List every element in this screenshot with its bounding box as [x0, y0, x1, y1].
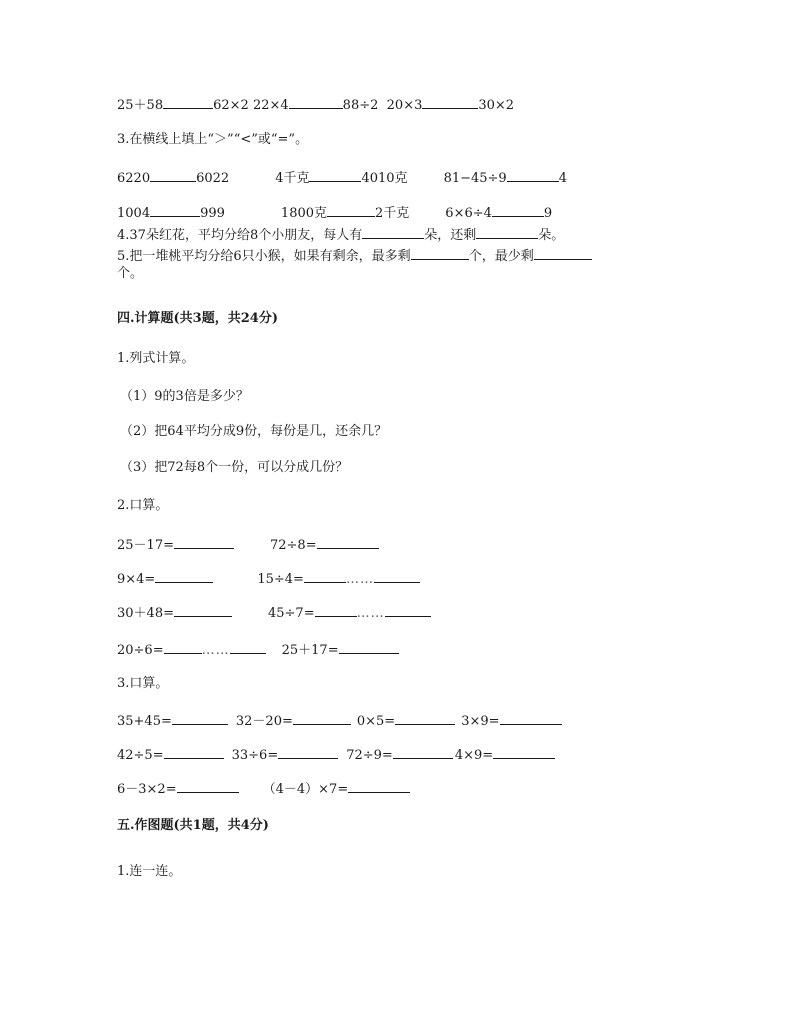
answer-blank[interactable]: [315, 603, 357, 617]
mental-row-4: [117, 640, 399, 659]
top-row: [117, 95, 514, 114]
expr: 25＋17=: [281, 643, 339, 658]
answer-blank[interactable]: [317, 535, 379, 549]
answer-blank[interactable]: [150, 203, 200, 217]
expr: 20×3: [386, 98, 423, 113]
answer-blank[interactable]: [476, 225, 538, 239]
expr: 4千克: [275, 171, 310, 186]
answer-blank[interactable]: [304, 569, 346, 583]
answer-blank[interactable]: [174, 535, 234, 549]
expr: 42÷5=: [117, 748, 164, 763]
expr: 4×9=: [454, 748, 494, 763]
expr: 32－20=: [235, 714, 293, 729]
expr: 6022: [196, 171, 230, 186]
expr: 45÷7=: [267, 606, 315, 621]
expr: 30×2: [478, 98, 515, 113]
answer-blank[interactable]: [150, 168, 196, 182]
remainder-blank[interactable]: [374, 569, 420, 583]
sec4-q1-item-3: （3）把72每8个一份，可以分成几份？: [120, 460, 349, 475]
answer-blank[interactable]: [339, 640, 399, 654]
question-text: 个，最少剩: [468, 249, 534, 264]
answer-blank[interactable]: [393, 745, 453, 759]
expr: 25－17=: [117, 538, 174, 553]
question-text: 朵，还剩: [424, 228, 477, 243]
expr: 1800克: [280, 206, 328, 221]
oral-row-2: [117, 745, 555, 764]
expr: 62×2: [213, 98, 249, 113]
answer-blank[interactable]: [422, 95, 478, 109]
question-5-cont: 个。: [117, 266, 144, 281]
expr: 25＋58: [117, 98, 164, 113]
remainder-dots: ……: [201, 643, 230, 658]
sec4-q1-item-1: （1）9的3倍是多少？: [120, 389, 249, 404]
expr: 35+45=: [117, 714, 172, 729]
answer-blank[interactable]: [309, 168, 361, 182]
expr: 6×6÷4: [445, 206, 492, 221]
answer-blank[interactable]: [164, 745, 224, 759]
answer-blank[interactable]: [177, 779, 239, 793]
section-5-heading: 五.作图题(共1题，共4分): [117, 818, 269, 833]
question-3-title: 3.在横线上填上“＞”“<”或“=”。: [117, 132, 309, 147]
expr: 9: [543, 206, 553, 221]
expr: 15÷4=: [257, 572, 304, 587]
expr: 1004: [117, 206, 151, 221]
answer-blank[interactable]: [493, 745, 555, 759]
expr: 3×9=: [461, 714, 500, 729]
question-5: [117, 246, 592, 265]
sec4-q3-title: 3.口算。: [117, 676, 169, 691]
sec4-q1-item-2: （2）把64平均分成9份，每份是几，还余几？: [120, 424, 388, 439]
sec4-q2-title: 2.口算。: [117, 498, 169, 513]
remainder-blank[interactable]: [385, 603, 431, 617]
compare-row-2: [117, 203, 552, 222]
expr: 4: [558, 171, 567, 186]
answer-blank[interactable]: [500, 711, 562, 725]
expr: 33÷6=: [231, 748, 279, 763]
answer-blank[interactable]: [492, 203, 544, 217]
question-4: [117, 225, 564, 244]
answer-blank[interactable]: [293, 711, 351, 725]
section-4-heading: 四.计算题(共3题，共24分): [117, 311, 278, 326]
expr: 72÷8=: [269, 538, 317, 553]
expr: 6220: [117, 171, 151, 186]
expr: 6－3×2=: [117, 782, 177, 797]
remainder-blank[interactable]: [230, 640, 266, 654]
expr: 72÷9=: [346, 748, 393, 763]
expr: 20÷6=: [117, 643, 164, 658]
remainder-dots: ……: [356, 606, 385, 621]
answer-blank[interactable]: [348, 779, 410, 793]
expr: 81−45÷9: [443, 171, 507, 186]
answer-blank[interactable]: [164, 640, 202, 654]
question-text: 5.把一堆桃平均分给6只小猴，如果有剩余，最多剩: [117, 249, 411, 264]
answer-blank[interactable]: [534, 246, 592, 260]
answer-blank[interactable]: [163, 95, 213, 109]
answer-blank[interactable]: [362, 225, 424, 239]
answer-blank[interactable]: [411, 246, 469, 260]
expr: 4010克: [361, 171, 408, 186]
sec5-q1-title: 1.连一连。: [117, 864, 182, 879]
expr: 999: [200, 206, 225, 221]
question-text: 朵。: [538, 228, 565, 243]
mental-row-1: [117, 535, 379, 554]
expr: 2千克: [375, 206, 410, 221]
mental-row-3: [117, 603, 431, 622]
mental-row-2: [117, 569, 420, 588]
remainder-dots: ……: [345, 572, 374, 587]
answer-blank[interactable]: [174, 603, 232, 617]
answer-blank[interactable]: [172, 711, 228, 725]
answer-blank[interactable]: [327, 203, 375, 217]
answer-blank[interactable]: [289, 95, 343, 109]
expr: 22×4: [252, 98, 289, 113]
sec4-q1-title: 1.列式计算。: [117, 351, 195, 366]
expr: 30＋48=: [117, 606, 174, 621]
answer-blank[interactable]: [395, 711, 455, 725]
oral-row-3: [117, 779, 410, 798]
answer-blank[interactable]: [507, 168, 559, 182]
question-text: 4.37朵红花，平均分给8个小朋友，每人有: [117, 228, 363, 243]
oral-row-1: [117, 711, 562, 730]
expr: （4－4）×7=: [262, 782, 349, 797]
answer-blank[interactable]: [278, 745, 338, 759]
compare-row-1: [117, 168, 567, 187]
expr: 0×5=: [356, 714, 396, 729]
expr: 88÷2: [342, 98, 379, 113]
answer-blank[interactable]: [155, 569, 213, 583]
expr: 9×4=: [117, 572, 156, 587]
